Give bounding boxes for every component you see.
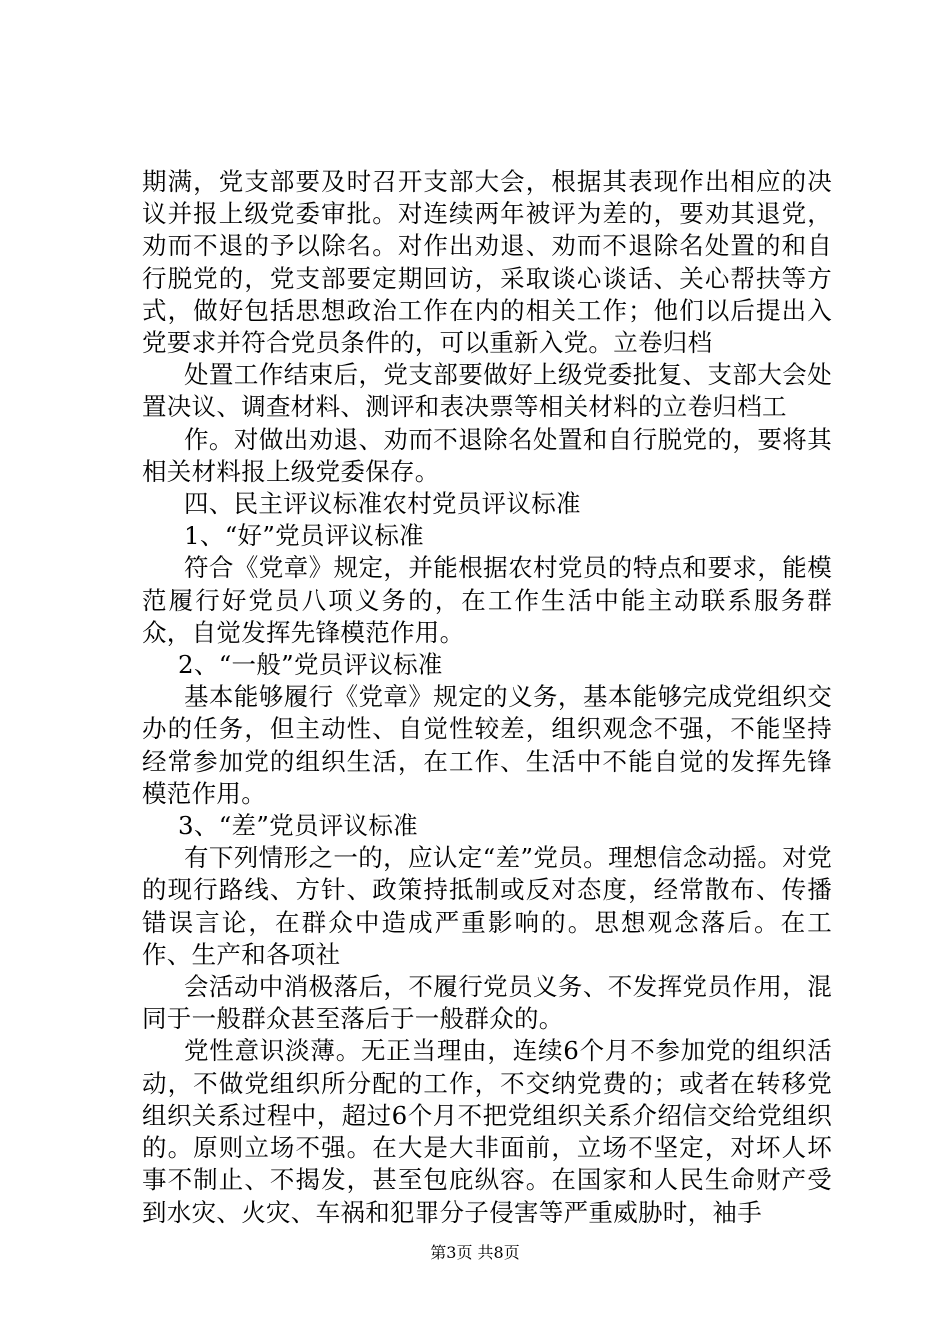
section-heading-evaluation-standards: 四、民主评议标准农村党员评议标准: [184, 489, 581, 519]
paragraph-social-activities: 会活动中消极落后，不履行党员义务、不发挥党员作用，混同于一般群众甚至落后于一般群众的。: [142, 972, 832, 1034]
paragraph-party-awareness: 党性意识淡薄。无正当理由，连续6个月不参加党的组织活动，不做党组织所分配的工作，不交纳党费的；或者在转移党组织关系过程中，超过6个月不把党组织关系介绍信交给党组织的。原则立场不强。在大是大非面前，立场不坚定，对坏人坏事不制止、不揭发，甚至包庇纵容。在国家和人民生命财产受到水灾、火灾、车祸和犯罪分子侵害等严重威胁时，袖手: [142, 1036, 832, 1227]
page-number-label: 第3页 共8页: [430, 1243, 520, 1262]
paragraph-good-member: 符合《党章》规定，并能根据农村党员的特点和要求，能模范履行好党员八项义务的，在工作生活中能主动联系服务群众，自觉发挥先锋模范作用。: [142, 553, 832, 647]
paragraph-filing-work: 处置工作结束后，党支部要做好上级党委批复、支部大会处置决议、调查材料、测评和表决票等相关材料的立卷归档工: [142, 360, 832, 422]
paragraph-poor-member-criteria: 有下列情形之一的，应认定“差”党员。理想信念动摇。对党的现行路线、方针、政策持抵制或反对态度，经常散布、传播错误言论，在群众中造成严重影响的。思想观念落后。在工作、生产和各项社: [142, 843, 832, 969]
page-footer: [0, 1243, 950, 1263]
subheading-average-member: 2、“一般”党员评议标准: [178, 650, 443, 680]
paragraph-filing-materials: 作。对做出劝退、劝而不退除名处置和自行脱党的，要将其相关材料报上级党委保存。: [142, 424, 832, 486]
document-body: [142, 166, 832, 1229]
paragraph-average-member: 基本能够履行《党章》规定的义务，基本能够完成党组织交办的任务，但主动性、自觉性较差，组织观念不强，不能坚持经常参加党的组织生活，在工作、生活中不能自觉的发挥先锋模范作用。: [142, 682, 832, 808]
paragraph-term-expiry: 期满，党支部要及时召开支部大会，根据其表现作出相应的决议并报上级党委审批。对连续两年被评为差的，要劝其退党，劝而不退的予以除名。对作出劝退、劝而不退除名处置的和自行脱党的，党支部要定期回访，采取谈心谈话、关心帮扶等方式，做好包括思想政治工作在内的相关工作；他们以后提出入党要求并符合党员条件的，可以重新入党。立卷归档: [142, 167, 832, 358]
subheading-good-member: 1、“好”党员评议标准: [184, 521, 424, 551]
subheading-poor-member: 3、“差”党员评议标准: [178, 811, 418, 841]
